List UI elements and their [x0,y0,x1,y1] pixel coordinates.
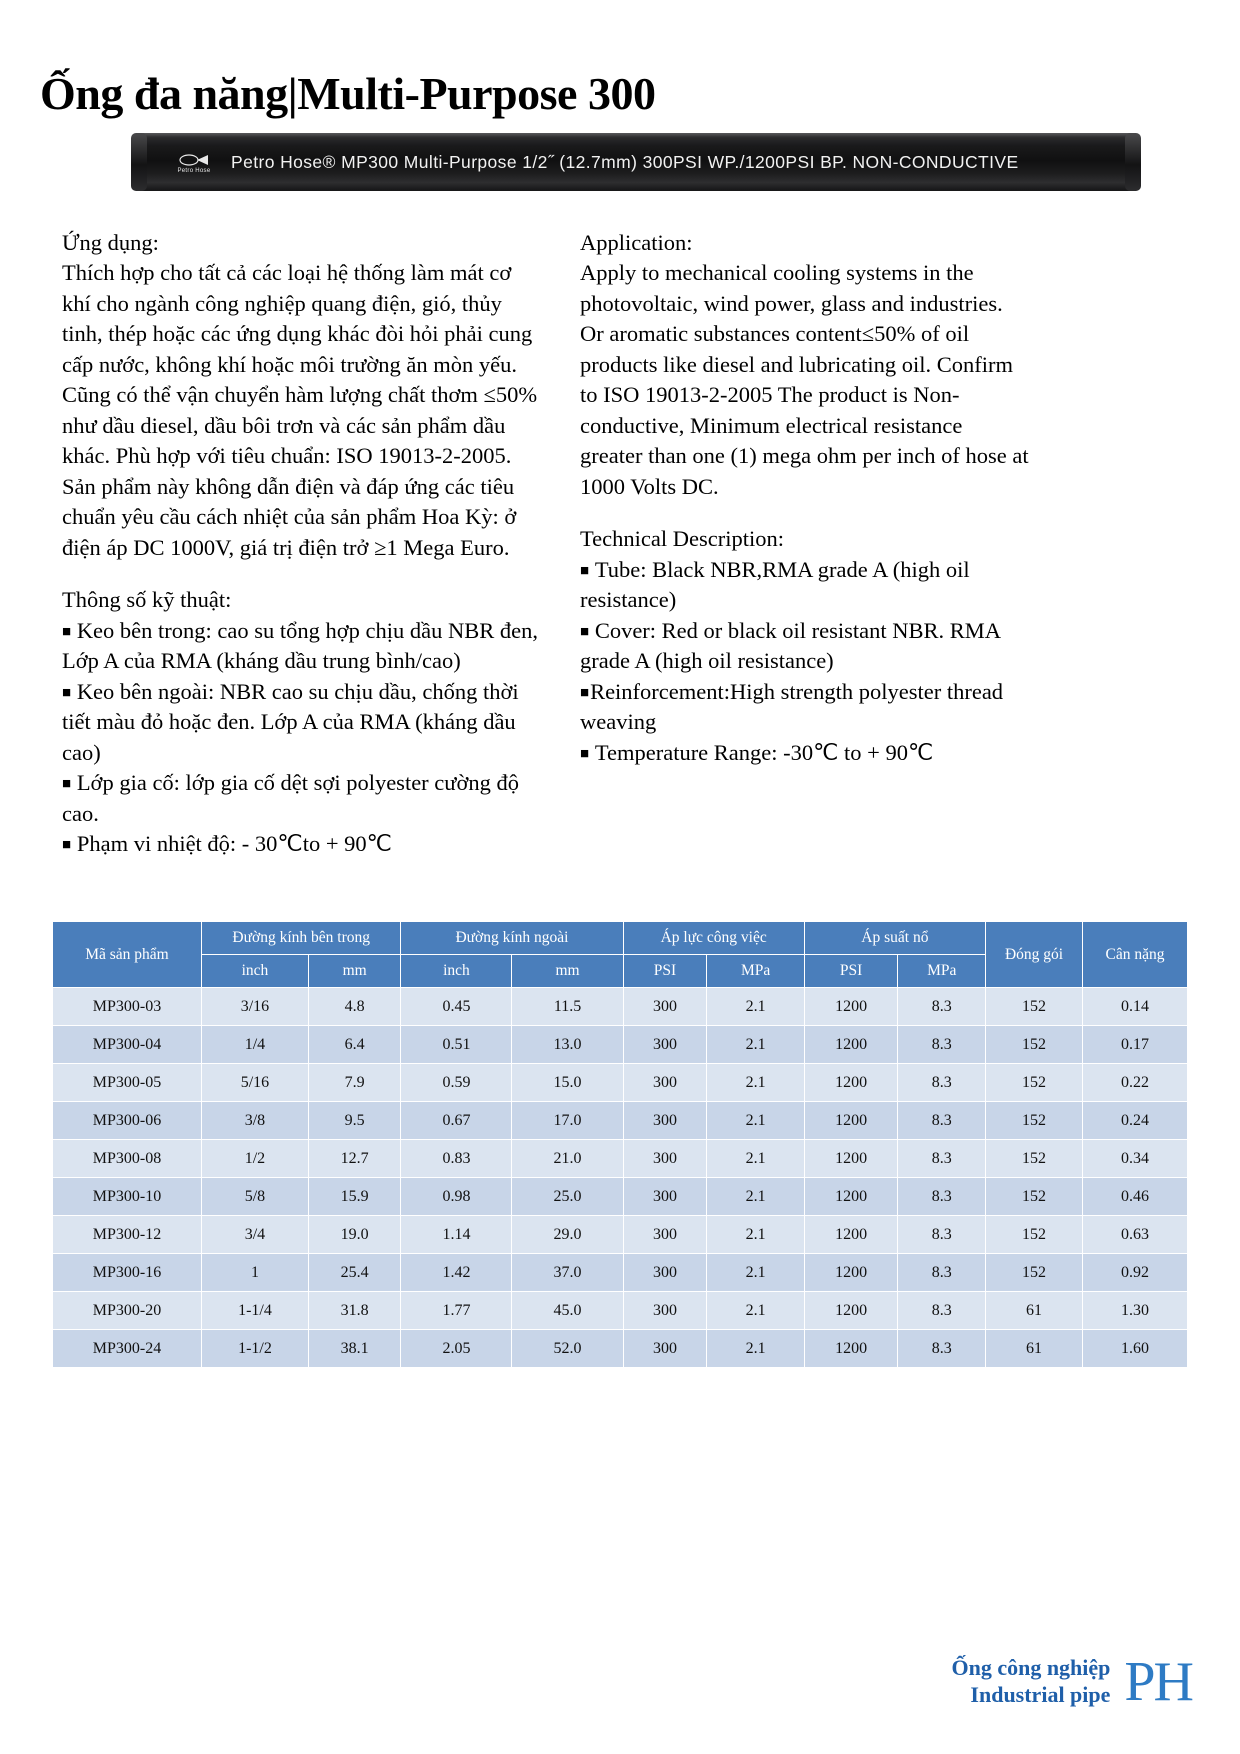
cell-wp-psi: 300 [623,1330,707,1368]
application-heading-vi: Ứng dụng: [62,230,159,255]
bullet-square-icon: ■ [62,684,77,701]
cell-id-inch: 5/8 [202,1178,309,1216]
cell-id-mm: 25.4 [308,1254,400,1292]
cell-bp-mpa: 8.3 [898,1292,986,1330]
cell-od-mm: 37.0 [512,1254,623,1292]
cell-bp-mpa: 8.3 [898,988,986,1026]
cell-bp-psi: 1200 [804,1216,898,1254]
hose-product-image [131,133,1141,195]
technical-item: ■Reinforcement:High strength polyester thread weaving [580,678,1004,735]
spec-item: ■ Phạm vi nhiệt độ: - 30℃to + 90℃ [62,831,392,857]
table-row [53,1102,1188,1140]
cell-bp-mpa: 8.3 [898,1254,986,1292]
cell-od-inch: 1.14 [401,1216,512,1254]
cell-od-inch: 1.42 [401,1254,512,1292]
cell-bp-mpa: 8.3 [898,1140,986,1178]
cell-weight: 1.60 [1083,1330,1188,1368]
cell-wp-psi: 300 [623,1254,707,1292]
cell-wp-psi: 300 [623,1178,707,1216]
technical-item: ■ Temperature Range: -30℃ to + 90℃ [580,739,934,765]
cell-bp-mpa: 8.3 [898,1026,986,1064]
cell-id-inch: 1-1/4 [202,1292,309,1330]
cell-bp-psi: 1200 [804,1026,898,1064]
footer-branding [951,1651,1192,1713]
cell-id-inch: 1 [202,1254,309,1292]
cell-bp-psi: 1200 [804,1064,898,1102]
bullet-square-icon: ■ [62,837,77,854]
bullet-square-icon: ■ [580,684,591,701]
col-weight: Cân nặng [1083,922,1188,988]
petro-hose-logo-icon [171,146,217,180]
cell-bp-psi: 1200 [804,1140,898,1178]
hose-logo-text: Petro Hose [177,167,211,174]
cell-packaging: 152 [986,1178,1083,1216]
cell-packaging: 152 [986,1254,1083,1292]
cell-wp-psi: 300 [623,1292,707,1330]
cell-weight: 0.63 [1083,1216,1188,1254]
cell-weight: 0.92 [1083,1254,1188,1292]
cell-id-inch: 1/2 [202,1140,309,1178]
cell-id-inch: 3/4 [202,1216,309,1254]
cell-packaging: 152 [986,1064,1083,1102]
cell-od-inch: 0.51 [401,1026,512,1064]
cell-product-code: MP300-06 [53,1102,202,1140]
specification-table [52,921,1188,1368]
cell-wp-mpa: 2.1 [707,988,804,1026]
sub-wp-mpa: MPa [707,955,804,988]
cell-product-code: MP300-24 [53,1330,202,1368]
cell-wp-psi: 300 [623,1140,707,1178]
cell-id-mm: 9.5 [308,1102,400,1140]
col-inner-diameter: Đường kính bên trong [202,922,401,955]
cell-weight: 0.17 [1083,1026,1188,1064]
cell-bp-mpa: 8.3 [898,1330,986,1368]
cell-id-mm: 31.8 [308,1292,400,1330]
bullet-square-icon: ■ [580,745,595,762]
bullet-square-icon: ■ [580,562,595,579]
cell-weight: 0.24 [1083,1102,1188,1140]
table-head [53,922,1188,988]
table-row [53,1254,1188,1292]
cell-od-inch: 0.98 [401,1178,512,1216]
cell-od-mm: 25.0 [512,1178,623,1216]
cell-wp-psi: 300 [623,1102,707,1140]
spec-item: ■ Keo bên ngoài: NBR cao su chịu dầu, chống thời tiết màu đỏ hoặc đen. Lớp A của RMA (kháng dầu cao) [62,678,519,765]
cell-product-code: MP300-10 [53,1178,202,1216]
sub-wp-psi: PSI [623,955,707,988]
hose-end-right [1125,133,1141,191]
cell-wp-psi: 300 [623,1064,707,1102]
col-packaging: Đóng gói [986,922,1083,988]
cell-wp-mpa: 2.1 [707,1102,804,1140]
spec-item: ■ Keo bên trong: cao su tổng hợp chịu dầu NBR đen, Lớp A của RMA (kháng dầu trung bình/cao) [62,617,539,674]
cell-bp-mpa: 8.3 [898,1178,986,1216]
technical-item: ■ Cover: Red or black oil resistant NBR. RMA grade A (high oil resistance) [580,617,1000,674]
col-outer-diameter: Đường kính ngoài [401,922,623,955]
cell-id-inch: 1-1/2 [202,1330,309,1368]
cell-wp-mpa: 2.1 [707,1254,804,1292]
right-text-column [580,228,1030,768]
cell-id-mm: 4.8 [308,988,400,1026]
cell-id-mm: 19.0 [308,1216,400,1254]
cell-product-code: MP300-16 [53,1254,202,1292]
table-row [53,1216,1188,1254]
cell-product-code: MP300-12 [53,1216,202,1254]
sub-id-mm: mm [308,955,400,988]
cell-packaging: 152 [986,1026,1083,1064]
cell-product-code: MP300-20 [53,1292,202,1330]
table-group-header-row [53,922,1188,955]
cell-wp-mpa: 2.1 [707,1140,804,1178]
cell-od-mm: 17.0 [512,1102,623,1140]
cell-od-mm: 29.0 [512,1216,623,1254]
table-row [53,1330,1188,1368]
cell-wp-psi: 300 [623,1216,707,1254]
cell-od-mm: 45.0 [512,1292,623,1330]
cell-wp-mpa: 2.1 [707,1064,804,1102]
cell-product-code: MP300-03 [53,988,202,1026]
bullet-square-icon: ■ [62,776,77,793]
page-title: Ống đa năng|Multi-Purpose 300 [40,67,656,119]
cell-bp-mpa: 8.3 [898,1102,986,1140]
cell-id-mm: 12.7 [308,1140,400,1178]
cell-bp-psi: 1200 [804,1254,898,1292]
cell-id-inch: 3/16 [202,988,309,1026]
footer-line-vi: Ống công nghiệp [951,1655,1111,1681]
table-row [53,1140,1188,1178]
technical-item: ■ Tube: Black NBR,RMA grade A (high oil resistance) [580,556,970,613]
cell-packaging: 61 [986,1292,1083,1330]
cell-od-inch: 0.67 [401,1102,512,1140]
cell-id-mm: 7.9 [308,1064,400,1102]
cell-wp-psi: 300 [623,1026,707,1064]
cell-weight: 0.22 [1083,1064,1188,1102]
col-product-code: Mã sản phẩm [53,922,202,988]
table-row [53,1292,1188,1330]
application-text-en: Apply to mechanical cooling systems in the photovoltaic, wind power, glass and industries. Or aromatic substances content≤50% of oil products like diesel and lubricating oil. Confirm to ISO 19013-2-2005 The product is Non-conductive, Minimum electrical resistance greater than one (1) mega ohm per inch of hose at 1000 Volts DC. [580,260,1029,499]
cell-wp-mpa: 2.1 [707,1292,804,1330]
cell-wp-psi: 300 [623,988,707,1026]
cell-id-inch: 5/16 [202,1064,309,1102]
cell-od-mm: 11.5 [512,988,623,1026]
ph-logo-icon: PH [1124,1651,1192,1713]
table-row [53,1178,1188,1216]
cell-weight: 0.46 [1083,1178,1188,1216]
col-burst-pressure: Áp suất nổ [804,922,985,955]
technical-heading-en: Technical Description: [580,526,784,552]
left-text-column [62,228,540,860]
cell-id-mm: 15.9 [308,1178,400,1216]
hose-print-label: Petro Hose® MP300 Multi-Purpose 1/2˝ (12.7mm) 300PSI WP./1200PSI BP. NON-CONDUCTIVE [231,151,1019,172]
cell-packaging: 152 [986,1216,1083,1254]
application-heading-en: Application: [580,230,693,255]
sub-id-inch: inch [202,955,309,988]
cell-weight: 0.14 [1083,988,1188,1026]
table-row [53,988,1188,1026]
cell-wp-mpa: 2.1 [707,1178,804,1216]
cell-weight: 0.34 [1083,1140,1188,1178]
application-text-vi: Thích hợp cho tất cả các loại hệ thống làm mát cơ khí cho ngành công nghiệp quang điện, gió, thủy tinh, thép hoặc các ứng dụng khác đòi hỏi phải cung cấp nước, không khí hoặc môi trường ăn mòn yếu. Cũng có thể vận chuyển hàm lượng chất thơm ≤50% như dầu diesel, dầu bôi trơn và các sản phẩm dầu khác. Phù hợp với tiêu chuẩn: ISO 19013-2-2005. Sản phẩm này không dẫn điện và đáp ứng các tiêu chuẩn yêu cầu cách nhiệt của sản phẩm Hoa Kỳ: ở điện áp DC 1000V, giá trị điện trở ≥1 Mega Euro. [62,260,538,560]
sub-od-mm: mm [512,955,623,988]
sub-od-inch: inch [401,955,512,988]
cell-bp-mpa: 8.3 [898,1216,986,1254]
table-row [53,1064,1188,1102]
cell-od-mm: 52.0 [512,1330,623,1368]
cell-wp-mpa: 2.1 [707,1026,804,1064]
bullet-square-icon: ■ [580,623,595,640]
bullet-square-icon: ■ [62,623,77,640]
cell-bp-mpa: 8.3 [898,1064,986,1102]
cell-product-code: MP300-05 [53,1064,202,1102]
col-working-pressure: Áp lực công việc [623,922,804,955]
hose-end-left [131,133,147,191]
cell-od-mm: 21.0 [512,1140,623,1178]
cell-id-mm: 6.4 [308,1026,400,1064]
cell-bp-psi: 1200 [804,1178,898,1216]
cell-id-inch: 1/4 [202,1026,309,1064]
cell-wp-mpa: 2.1 [707,1216,804,1254]
cell-od-inch: 0.59 [401,1064,512,1102]
cell-od-inch: 2.05 [401,1330,512,1368]
cell-packaging: 152 [986,988,1083,1026]
table-body [53,988,1188,1368]
cell-bp-psi: 1200 [804,1102,898,1140]
cell-od-mm: 15.0 [512,1064,623,1102]
sub-bp-psi: PSI [804,955,898,988]
cell-id-mm: 38.1 [308,1330,400,1368]
cell-od-inch: 0.45 [401,988,512,1026]
cell-bp-psi: 1200 [804,1330,898,1368]
cell-weight: 1.30 [1083,1292,1188,1330]
cell-packaging: 152 [986,1102,1083,1140]
cell-product-code: MP300-04 [53,1026,202,1064]
cell-od-mm: 13.0 [512,1026,623,1064]
cell-bp-psi: 1200 [804,1292,898,1330]
spec-item: ■ Lớp gia cố: lớp gia cố dệt sợi polyester cường độ cao. [62,770,520,826]
cell-packaging: 152 [986,1140,1083,1178]
footer-line-en: Industrial pipe [970,1682,1111,1707]
cell-wp-mpa: 2.1 [707,1330,804,1368]
cell-packaging: 61 [986,1330,1083,1368]
table-row [53,1026,1188,1064]
cell-od-inch: 1.77 [401,1292,512,1330]
sub-bp-mpa: MPa [898,955,986,988]
cell-id-inch: 3/8 [202,1102,309,1140]
cell-od-inch: 0.83 [401,1140,512,1178]
spec-heading-vi: Thông số kỹ thuật: [62,587,232,613]
cell-bp-psi: 1200 [804,988,898,1026]
cell-product-code: MP300-08 [53,1140,202,1178]
footer-text-block [951,1655,1110,1709]
